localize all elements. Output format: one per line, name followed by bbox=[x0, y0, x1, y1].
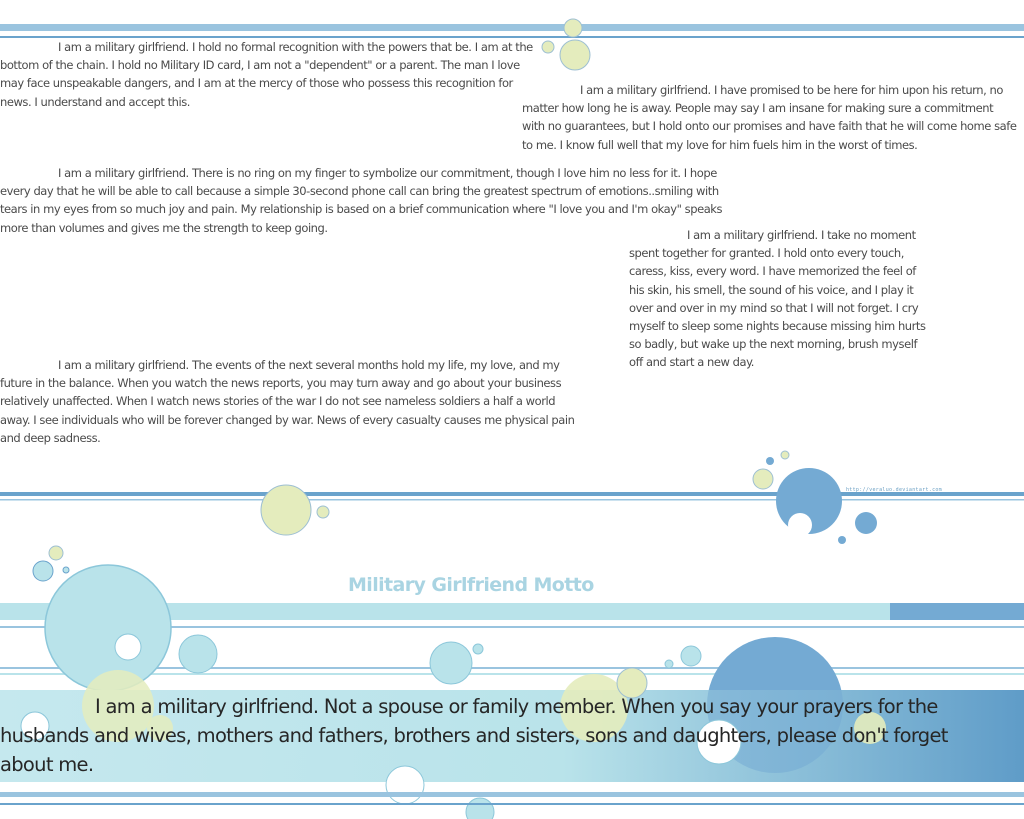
bubble bbox=[466, 798, 494, 819]
bubble bbox=[63, 567, 69, 573]
bubble bbox=[473, 644, 483, 654]
watermark-url: http://veraluo.deviantart.com bbox=[846, 487, 942, 493]
lower-stripe-thin bbox=[0, 673, 1024, 675]
motto-title: Military Girlfriend Motto bbox=[348, 574, 594, 596]
bubble bbox=[33, 561, 53, 581]
bubble bbox=[542, 41, 554, 53]
bubble bbox=[838, 536, 846, 544]
bubble bbox=[766, 457, 774, 465]
bubble bbox=[665, 660, 673, 668]
bubble bbox=[179, 635, 217, 673]
top-stripe bbox=[0, 24, 1024, 31]
middle-stripe-thin bbox=[0, 499, 1024, 501]
paragraph-5: I am a military girlfriend. The events of the next several months hold my life, my love, and my future in the balance. When you watch the news reports, you may turn away and go about your business relatively unaffected. When I watch news stories of the war I do not see nameless soldiers a half a world away. I see individuals who will be forever changed by war. News of every casualty causes me physical pain and deep sadness. bbox=[0, 358, 575, 445]
bubble bbox=[788, 513, 812, 537]
motto-text: I am a military girlfriend. Not a spouse or family member. When you say your prayers for the husbands and wives, mothers and fathers, brothers and sisters, sons and daughters, please don't forget about me. bbox=[0, 695, 948, 776]
lower-stripe bbox=[890, 603, 1024, 620]
bubble bbox=[564, 19, 582, 37]
bubble bbox=[855, 512, 877, 534]
paragraph-1: I am a military girlfriend. I hold no formal recognition with the powers that be. I am at the bottom of the chain. I hold no Military ID card, I am not a "dependent" or a parent. The man I love may face unspeakable dangers, and I am at the mercy of those who possess this recognition for news. I understand and accept this. bbox=[0, 40, 533, 109]
paragraph-4: I am a military girlfriend. I take no moment spent together for granted. I hold onto every touch, caress, kiss, every word. I have memorized the feel of his skin, his smell, the sound of his voice, and I play it over and over in my mind so that I will not forget. I cry myself to sleep some nights because missing him hurts so badly, but wake up the next morning, brush myself off and start a new day. bbox=[629, 228, 926, 370]
bubble bbox=[781, 451, 789, 459]
bubble bbox=[49, 546, 63, 560]
bubble bbox=[317, 506, 329, 518]
paragraph-2: I am a military girlfriend. I have promised to be here for him upon his return, no matter how long he is away. People may say I am insane for making sure a commitment with no guarantees, but I hold onto our promises and have faith that he will come home safe to me. I know full well that my love for him fuels him in the worst of times. bbox=[522, 83, 1017, 152]
bubble bbox=[560, 40, 590, 70]
bubble bbox=[681, 646, 701, 666]
bubble bbox=[115, 634, 141, 660]
bubble bbox=[753, 469, 773, 489]
bottom-stripe bbox=[0, 792, 1024, 797]
paragraph-3: I am a military girlfriend. There is no ring on my finger to symbolize our commitment, though I love him no less for it. I hope every day that he will be able to call because a simple 30-second phone call can bring the greatest spectrum of emotions..smiling with tears in my eyes from so much joy and pain. My relationship is based on a brief communication where "I love you and I'm okay" speaks more than volumes and gives me the strength to keep going. bbox=[0, 166, 723, 235]
bubble bbox=[430, 642, 472, 684]
bubble bbox=[261, 485, 311, 535]
bottom-stripe-thin bbox=[0, 803, 1024, 805]
